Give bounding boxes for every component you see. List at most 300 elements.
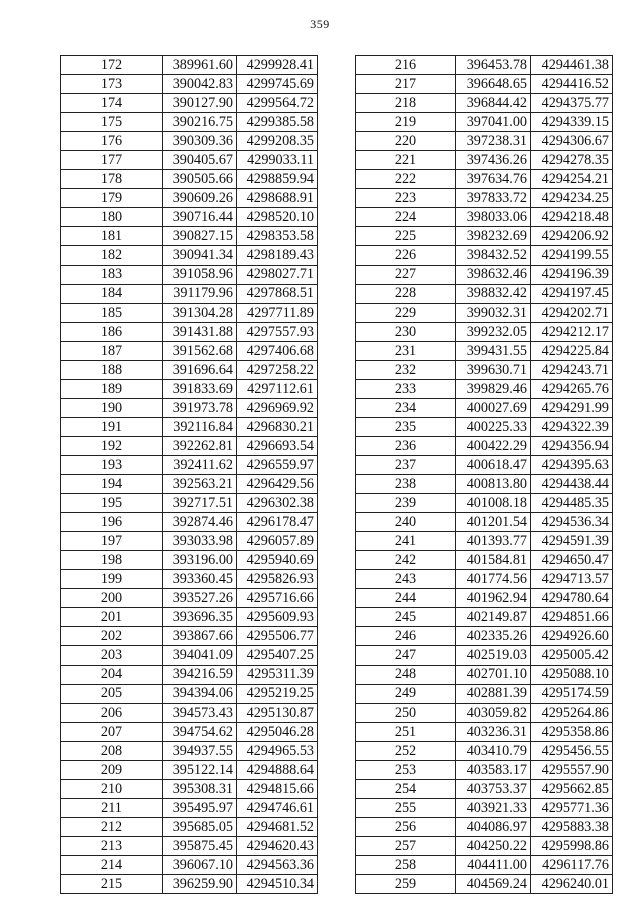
x-coordinate-cell: 397238.31 [456,132,531,151]
table-row [61,532,318,551]
x-coordinate-cell: 394394.06 [163,684,237,703]
point-number-cell: 254 [356,779,456,798]
point-number-cell: 213 [61,836,163,855]
point-number-cell: 235 [356,417,456,436]
x-coordinate-cell: 404250.22 [456,836,531,855]
point-number-cell: 179 [61,189,163,208]
table-row [61,227,318,246]
x-coordinate-cell: 396067.10 [163,855,237,874]
table-row [61,875,318,894]
y-coordinate-cell: 4294620.43 [237,836,318,855]
x-coordinate-cell: 398632.46 [456,265,531,284]
x-coordinate-cell: 391696.64 [163,360,237,379]
point-number-cell: 192 [61,436,163,455]
point-number-cell: 229 [356,303,456,322]
table-row [356,741,613,760]
table-row [61,722,318,741]
x-coordinate-cell: 393033.98 [163,532,237,551]
y-coordinate-cell: 4295609.93 [237,608,318,627]
x-coordinate-cell: 390042.83 [163,75,237,94]
point-number-cell: 253 [356,760,456,779]
point-number-cell: 172 [61,56,163,75]
table-row [356,417,613,436]
point-number-cell: 245 [356,608,456,627]
y-coordinate-cell: 4299208.35 [237,132,318,151]
table-row [61,684,318,703]
point-number-cell: 180 [61,208,163,227]
point-number-cell: 203 [61,646,163,665]
table-row [356,208,613,227]
x-coordinate-cell: 403236.31 [456,722,531,741]
table-row [61,570,318,589]
table-row [61,151,318,170]
table-row [356,303,613,322]
table-row [356,170,613,189]
point-number-cell: 208 [61,741,163,760]
x-coordinate-cell: 391304.28 [163,303,237,322]
x-coordinate-cell: 400027.69 [456,398,531,417]
y-coordinate-cell: 4294306.67 [531,132,613,151]
point-number-cell: 178 [61,170,163,189]
table-row [61,265,318,284]
x-coordinate-cell: 390505.66 [163,170,237,189]
point-number-cell: 250 [356,703,456,722]
table-row [356,627,613,646]
point-number-cell: 217 [356,75,456,94]
x-coordinate-cell: 398232.69 [456,227,531,246]
point-number-cell: 248 [356,665,456,684]
y-coordinate-cell: 4294356.94 [531,436,613,455]
y-coordinate-cell: 4296057.89 [237,532,318,551]
x-coordinate-cell: 399232.05 [456,322,531,341]
table-row [61,760,318,779]
y-coordinate-cell: 4294254.21 [531,170,613,189]
point-number-cell: 189 [61,379,163,398]
point-number-cell: 234 [356,398,456,417]
table-row [61,703,318,722]
point-number-cell: 183 [61,265,163,284]
y-coordinate-cell: 4295716.66 [237,589,318,608]
point-number-cell: 221 [356,151,456,170]
x-coordinate-cell: 397833.72 [456,189,531,208]
table-row [61,379,318,398]
x-coordinate-cell: 395875.45 [163,836,237,855]
table-row [356,132,613,151]
x-coordinate-cell: 396844.42 [456,94,531,113]
x-coordinate-cell: 391058.96 [163,265,237,284]
table-row [61,132,318,151]
y-coordinate-cell: 4294291.99 [531,398,613,417]
table-row [61,398,318,417]
x-coordinate-cell: 399630.71 [456,360,531,379]
point-number-cell: 181 [61,227,163,246]
table-row [356,646,613,665]
x-coordinate-cell: 392411.62 [163,455,237,474]
point-number-cell: 239 [356,494,456,513]
table-row [356,608,613,627]
x-coordinate-cell: 390127.90 [163,94,237,113]
point-number-cell: 244 [356,589,456,608]
x-coordinate-cell: 394937.55 [163,741,237,760]
point-number-cell: 200 [61,589,163,608]
table-row [356,75,613,94]
y-coordinate-cell: 4295557.90 [531,760,613,779]
x-coordinate-cell: 401008.18 [456,494,531,513]
table-row [356,360,613,379]
x-coordinate-cell: 392717.51 [163,494,237,513]
point-number-cell: 247 [356,646,456,665]
y-coordinate-cell: 4294485.35 [531,494,613,513]
table-row [356,398,613,417]
point-number-cell: 174 [61,94,163,113]
x-coordinate-cell: 394216.59 [163,665,237,684]
table-row [61,75,318,94]
table-row [356,798,613,817]
point-number-cell: 191 [61,417,163,436]
table-row [61,589,318,608]
x-coordinate-cell: 399829.46 [456,379,531,398]
x-coordinate-cell: 403921.33 [456,798,531,817]
y-coordinate-cell: 4294926.60 [531,627,613,646]
table-row [356,779,613,798]
point-number-cell: 218 [356,94,456,113]
y-coordinate-cell: 4294197.45 [531,284,613,303]
x-coordinate-cell: 403410.79 [456,741,531,760]
y-coordinate-cell: 4297868.51 [237,284,318,303]
y-coordinate-cell: 4296969.92 [237,398,318,417]
point-number-cell: 212 [61,817,163,836]
y-coordinate-cell: 4294746.61 [237,798,318,817]
table-row [356,56,613,75]
point-number-cell: 237 [356,455,456,474]
x-coordinate-cell: 394041.09 [163,646,237,665]
table-row [61,360,318,379]
y-coordinate-cell: 4296693.54 [237,436,318,455]
y-coordinate-cell: 4295407.25 [237,646,318,665]
table-row [61,513,318,532]
table-row [61,627,318,646]
y-coordinate-cell: 4294965.53 [237,741,318,760]
table-row [356,265,613,284]
x-coordinate-cell: 401962.94 [456,589,531,608]
table-row [61,94,318,113]
x-coordinate-cell: 392563.21 [163,475,237,494]
x-coordinate-cell: 402335.26 [456,627,531,646]
y-coordinate-cell: 4294563.36 [237,855,318,874]
table-row [356,684,613,703]
x-coordinate-cell: 393360.45 [163,570,237,589]
y-coordinate-cell: 4294438.44 [531,475,613,494]
y-coordinate-cell: 4296429.56 [237,475,318,494]
table-row [356,284,613,303]
y-coordinate-cell: 4297557.93 [237,322,318,341]
x-coordinate-cell: 401584.81 [456,551,531,570]
y-coordinate-cell: 4295174.59 [531,684,613,703]
y-coordinate-cell: 4294234.25 [531,189,613,208]
point-number-cell: 258 [356,855,456,874]
x-coordinate-cell: 399431.55 [456,341,531,360]
point-number-cell: 230 [356,322,456,341]
y-coordinate-cell: 4296240.01 [531,875,613,894]
y-coordinate-cell: 4294650.47 [531,551,613,570]
point-number-cell: 242 [356,551,456,570]
point-number-cell: 211 [61,798,163,817]
y-coordinate-cell: 4299745.69 [237,75,318,94]
x-coordinate-cell: 395308.31 [163,779,237,798]
table-row [356,379,613,398]
table-row [61,284,318,303]
y-coordinate-cell: 4294461.38 [531,56,613,75]
y-coordinate-cell: 4294206.92 [531,227,613,246]
y-coordinate-cell: 4294780.64 [531,589,613,608]
x-coordinate-cell: 400813.80 [456,475,531,494]
table-row [61,246,318,265]
point-number-cell: 186 [61,322,163,341]
y-coordinate-cell: 4299564.72 [237,94,318,113]
table-row [61,170,318,189]
x-coordinate-cell: 391973.78 [163,398,237,417]
y-coordinate-cell: 4294199.55 [531,246,613,265]
x-coordinate-cell: 398832.42 [456,284,531,303]
x-coordinate-cell: 393527.26 [163,589,237,608]
x-coordinate-cell: 396259.90 [163,875,237,894]
y-coordinate-cell: 4295219.25 [237,684,318,703]
x-coordinate-cell: 401201.54 [456,513,531,532]
coordinate-table-left [60,55,318,894]
point-number-cell: 207 [61,722,163,741]
y-coordinate-cell: 4294243.71 [531,360,613,379]
y-coordinate-cell: 4298688.91 [237,189,318,208]
y-coordinate-cell: 4294212.17 [531,322,613,341]
y-coordinate-cell: 4294218.48 [531,208,613,227]
x-coordinate-cell: 403753.37 [456,779,531,798]
x-coordinate-cell: 395122.14 [163,760,237,779]
table-row [356,494,613,513]
x-coordinate-cell: 392116.84 [163,417,237,436]
y-coordinate-cell: 4294416.52 [531,75,613,94]
point-number-cell: 206 [61,703,163,722]
x-coordinate-cell: 402881.39 [456,684,531,703]
point-number-cell: 210 [61,779,163,798]
table-row [61,608,318,627]
point-number-cell: 259 [356,875,456,894]
y-coordinate-cell: 4295662.85 [531,779,613,798]
point-number-cell: 238 [356,475,456,494]
table-row [356,665,613,684]
table-row [61,741,318,760]
y-coordinate-cell: 4295883.38 [531,817,613,836]
x-coordinate-cell: 391833.69 [163,379,237,398]
point-number-cell: 241 [356,532,456,551]
point-number-cell: 249 [356,684,456,703]
table-row [356,875,613,894]
y-coordinate-cell: 4295046.28 [237,722,318,741]
point-number-cell: 194 [61,475,163,494]
point-number-cell: 196 [61,513,163,532]
x-coordinate-cell: 391431.88 [163,322,237,341]
point-number-cell: 233 [356,379,456,398]
table-row [356,570,613,589]
x-coordinate-cell: 394573.43 [163,703,237,722]
x-coordinate-cell: 392874.46 [163,513,237,532]
y-coordinate-cell: 4295998.86 [531,836,613,855]
point-number-cell: 232 [356,360,456,379]
table-row [61,665,318,684]
y-coordinate-cell: 4295005.42 [531,646,613,665]
x-coordinate-cell: 402701.10 [456,665,531,684]
table-row [356,722,613,741]
x-coordinate-cell: 404086.97 [456,817,531,836]
y-coordinate-cell: 4295088.10 [531,665,613,684]
y-coordinate-cell: 4294851.66 [531,608,613,627]
point-number-cell: 251 [356,722,456,741]
table-row [356,703,613,722]
table-row [356,551,613,570]
point-number-cell: 222 [356,170,456,189]
x-coordinate-cell: 392262.81 [163,436,237,455]
x-coordinate-cell: 391179.96 [163,284,237,303]
y-coordinate-cell: 4295264.86 [531,703,613,722]
table-row [61,798,318,817]
point-number-cell: 227 [356,265,456,284]
x-coordinate-cell: 393696.35 [163,608,237,627]
point-number-cell: 224 [356,208,456,227]
table-row [61,475,318,494]
table-row [61,494,318,513]
x-coordinate-cell: 401393.77 [456,532,531,551]
point-number-cell: 185 [61,303,163,322]
table-row [61,303,318,322]
table-row [356,836,613,855]
point-number-cell: 175 [61,113,163,132]
y-coordinate-cell: 4299385.58 [237,113,318,132]
point-number-cell: 252 [356,741,456,760]
table-row [61,551,318,570]
table-row [356,227,613,246]
point-number-cell: 188 [61,360,163,379]
y-coordinate-cell: 4294339.15 [531,113,613,132]
table-row [61,56,318,75]
point-number-cell: 201 [61,608,163,627]
table-row [356,817,613,836]
y-coordinate-cell: 4298027.71 [237,265,318,284]
x-coordinate-cell: 390609.26 [163,189,237,208]
y-coordinate-cell: 4295771.36 [531,798,613,817]
table-row [61,322,318,341]
x-coordinate-cell: 390309.36 [163,132,237,151]
y-coordinate-cell: 4294265.76 [531,379,613,398]
point-number-cell: 187 [61,341,163,360]
table-row [61,836,318,855]
y-coordinate-cell: 4294375.77 [531,94,613,113]
x-coordinate-cell: 398033.06 [456,208,531,227]
table-row [356,246,613,265]
x-coordinate-cell: 390716.44 [163,208,237,227]
y-coordinate-cell: 4296302.38 [237,494,318,513]
table-row [61,855,318,874]
table-row [61,208,318,227]
y-coordinate-cell: 4295311.39 [237,665,318,684]
point-number-cell: 204 [61,665,163,684]
y-coordinate-cell: 4297711.89 [237,303,318,322]
x-coordinate-cell: 395495.97 [163,798,237,817]
table-row [356,151,613,170]
point-number-cell: 177 [61,151,163,170]
table-row [61,189,318,208]
x-coordinate-cell: 402519.03 [456,646,531,665]
table-row [61,817,318,836]
y-coordinate-cell: 4297406.68 [237,341,318,360]
page-number: 359 [310,17,330,31]
point-number-cell: 202 [61,627,163,646]
point-number-cell: 176 [61,132,163,151]
x-coordinate-cell: 403583.17 [456,760,531,779]
table-row [356,455,613,474]
y-coordinate-cell: 4298520.10 [237,208,318,227]
y-coordinate-cell: 4294225.84 [531,341,613,360]
x-coordinate-cell: 402149.87 [456,608,531,627]
x-coordinate-cell: 400618.47 [456,455,531,474]
y-coordinate-cell: 4294322.39 [531,417,613,436]
table-row [61,455,318,474]
y-coordinate-cell: 4296178.47 [237,513,318,532]
point-number-cell: 216 [356,56,456,75]
y-coordinate-cell: 4294713.57 [531,570,613,589]
x-coordinate-cell: 398432.52 [456,246,531,265]
point-number-cell: 231 [356,341,456,360]
table-row [356,760,613,779]
x-coordinate-cell: 401774.56 [456,570,531,589]
point-number-cell: 223 [356,189,456,208]
y-coordinate-cell: 4299033.11 [237,151,318,170]
point-number-cell: 219 [356,113,456,132]
x-coordinate-cell: 391562.68 [163,341,237,360]
y-coordinate-cell: 4294395.63 [531,455,613,474]
table-row [356,589,613,608]
table-row [356,94,613,113]
y-coordinate-cell: 4294278.35 [531,151,613,170]
y-coordinate-cell: 4295456.55 [531,741,613,760]
y-coordinate-cell: 4294888.64 [237,760,318,779]
point-number-cell: 243 [356,570,456,589]
y-coordinate-cell: 4296830.21 [237,417,318,436]
point-number-cell: 182 [61,246,163,265]
y-coordinate-cell: 4298859.94 [237,170,318,189]
point-number-cell: 198 [61,551,163,570]
x-coordinate-cell: 397436.26 [456,151,531,170]
x-coordinate-cell: 395685.05 [163,817,237,836]
table-row [356,436,613,455]
point-number-cell: 197 [61,532,163,551]
point-number-cell: 215 [61,875,163,894]
y-coordinate-cell: 4295506.77 [237,627,318,646]
point-number-cell: 246 [356,627,456,646]
table-row [61,341,318,360]
x-coordinate-cell: 399032.31 [456,303,531,322]
x-coordinate-cell: 404411.00 [456,855,531,874]
point-number-cell: 195 [61,494,163,513]
table-row [356,532,613,551]
table-row [356,322,613,341]
x-coordinate-cell: 390941.34 [163,246,237,265]
x-coordinate-cell: 393867.66 [163,627,237,646]
x-coordinate-cell: 404569.24 [456,875,531,894]
y-coordinate-cell: 4297112.61 [237,379,318,398]
table-row [356,189,613,208]
point-number-cell: 214 [61,855,163,874]
y-coordinate-cell: 4294681.52 [237,817,318,836]
y-coordinate-cell: 4296559.97 [237,455,318,474]
